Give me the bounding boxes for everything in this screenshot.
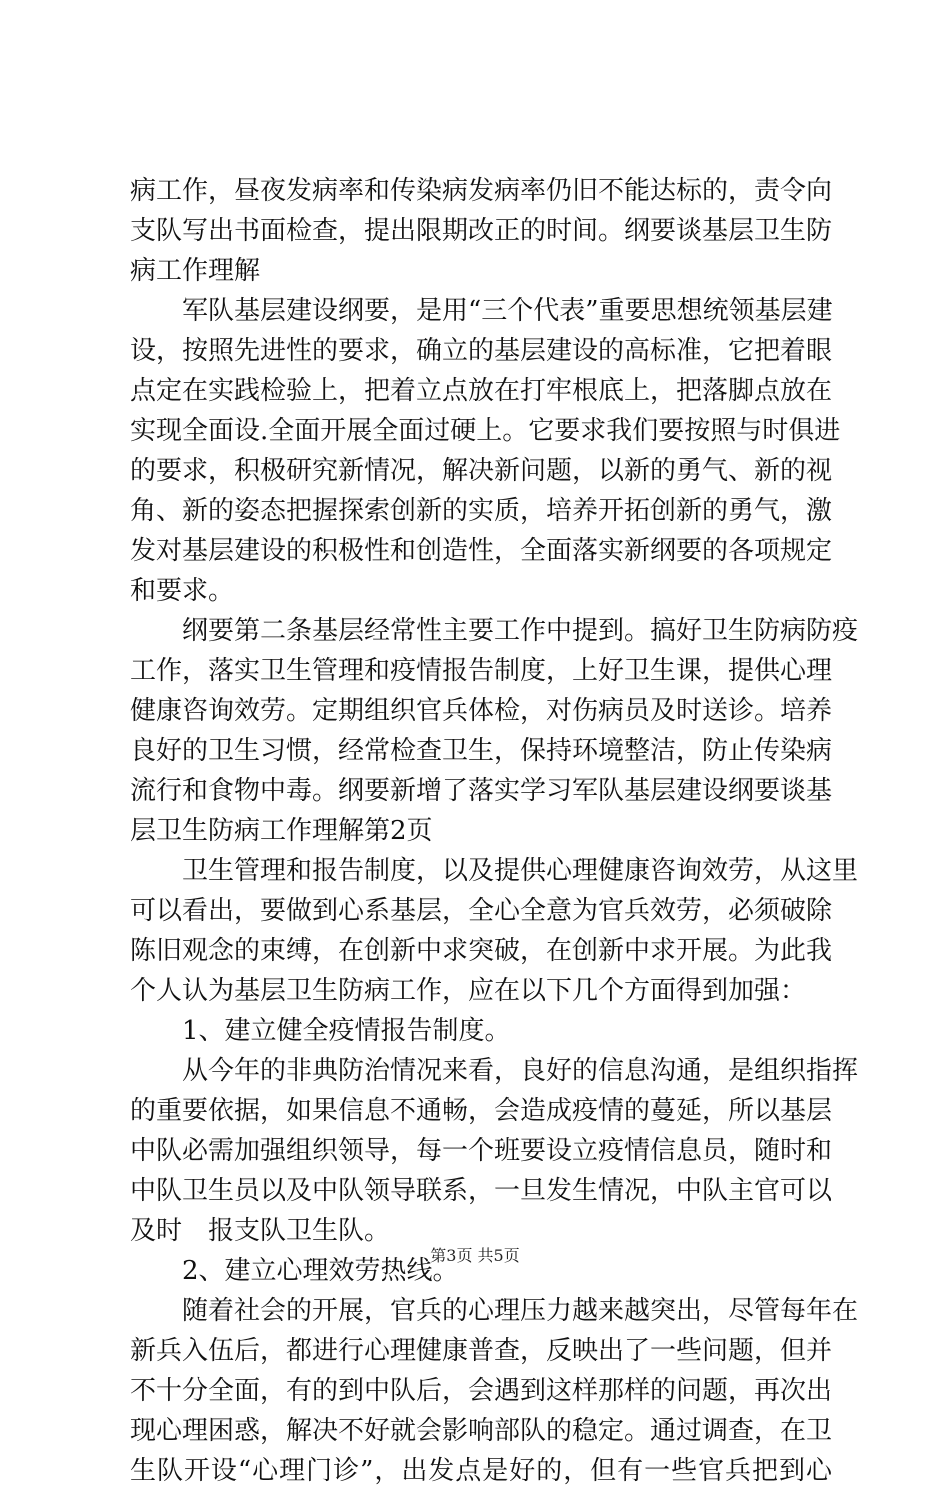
text-line: 良好的卫生习惯，经常检查卫生，保持环境整洁，防止传染病: [130, 736, 833, 766]
text-line: 中队必需加强组织领导，每一个班要设立疫情信息员，随时和: [130, 1136, 833, 1166]
document-body: [130, 171, 859, 1491]
page-footer: [0, 1245, 950, 1267]
text-line: 从今年的非典防治情况来看，良好的信息沟通，是组织指挥: [182, 1056, 859, 1086]
text-line: 随着社会的开展，官兵的心理压力越来越突出，尽管每年在: [182, 1296, 859, 1326]
text-line: 健康咨询效劳。定期组织官兵体检，对伤病员及时送诊。培养: [130, 696, 833, 726]
text-line: 点定在实践检验上，把着立点放在打牢根底上，把落脚点放在: [130, 376, 833, 406]
text-line: 的重要依据，如果信息不通畅，会造成疫情的蔓延，所以基层: [130, 1096, 833, 1126]
text-line: 发对基层建设的积极性和创造性，全面落实新纲要的各项规定: [130, 536, 833, 566]
text-line: 1、建立健全疫情报告制度。: [182, 1016, 511, 1046]
text-line: 及时 报支队卫生队。: [130, 1216, 391, 1246]
text-line: 现心理困惑，解决不好就会影响部队的稳定。通过调查，在卫: [130, 1416, 833, 1446]
text-line: 流行和食物中毒。纲要新增了落实学习军队基层建设纲要谈基: [130, 776, 833, 806]
text-line: 中队卫生员以及中队领导联系，一旦发生情况，中队主官可以: [130, 1176, 833, 1206]
text-line: 实现全面设.全面开展全面过硬上。它要求我们要按照与时俱进: [130, 416, 841, 446]
text-line: 病工作，昼夜发病率和传染病发病率仍旧不能达标的，责令向: [130, 176, 833, 206]
text-line: 的要求，积极研究新情况，解决新问题，以新的勇气、新的视: [130, 456, 833, 486]
text-line: 可以看出，要做到心系基层，全心全意为官兵效劳，必须破除: [130, 896, 833, 926]
text-line: 设，按照先进性的要求，确立的基层建设的高标准，它把着眼: [130, 336, 833, 366]
text-line: 支队写出书面检查，提出限期改正的时间。纲要谈基层卫生防: [130, 216, 833, 246]
text-line: 卫生管理和报告制度，以及提供心理健康咨询效劳，从这里: [182, 856, 859, 886]
page-number-label: 第3页 共5页: [430, 1246, 520, 1265]
text-line: 不十分全面，有的到中队后，会遇到这样那样的问题，再次出: [130, 1376, 833, 1406]
text-line: 病工作理解: [130, 256, 261, 286]
text-line: 生队开设“心理门诊”，出发点是好的，但有一些官兵把到心: [130, 1456, 832, 1486]
text-line: 新兵入伍后，都进行心理健康普查，反映出了一些问题，但并: [130, 1336, 833, 1366]
text-line: 个人认为基层卫生防病工作，应在以下几个方面得到加强：: [130, 976, 807, 1006]
text-line: 层卫生防病工作理解第2页: [130, 816, 433, 846]
text-line: 2、建立心理效劳热线。: [182, 1256, 459, 1286]
text-line: 陈旧观念的束缚，在创新中求突破，在创新中求开展。为此我: [130, 936, 833, 966]
text-line: 和要求。: [130, 576, 235, 606]
text-line: 工作，落实卫生管理和疫情报告制度，上好卫生课，提供心理: [130, 656, 833, 686]
text-line: 纲要第二条基层经常性主要工作中提到。搞好卫生防病防疫: [182, 616, 859, 646]
text-line: 角、新的姿态把握探索创新的实质，培养开拓创新的勇气，激: [130, 496, 833, 526]
text-line: 军队基层建设纲要，是用“三个代表”重要思想统领基层建: [182, 296, 833, 326]
